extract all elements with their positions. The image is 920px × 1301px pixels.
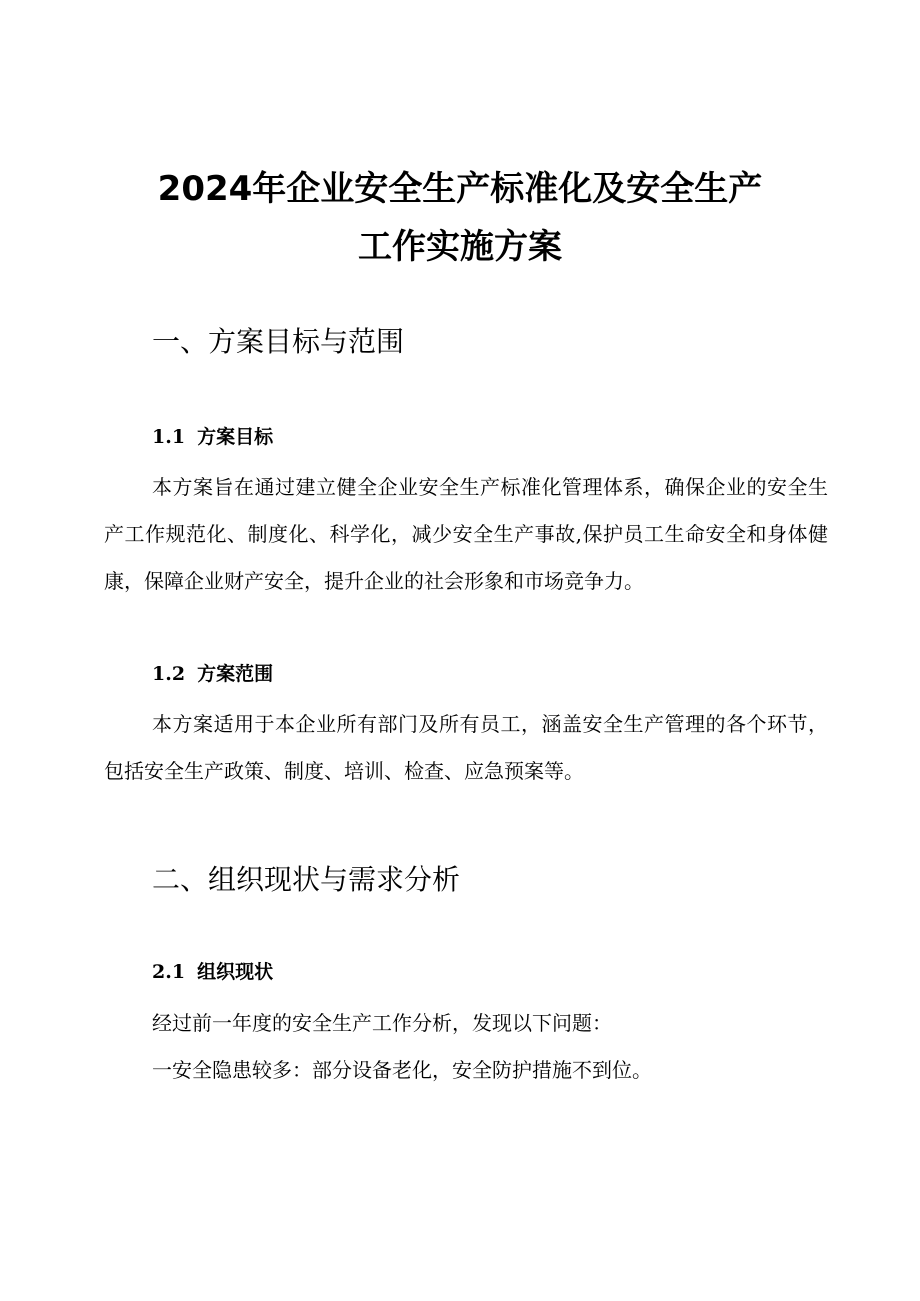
- subsection-heading-1-2: [152, 660, 273, 688]
- document-title-line-2: 工作实施方案: [358, 227, 562, 267]
- section-heading-1: 一、方案目标与范围: [152, 325, 405, 358]
- subsection-title: 方案目标: [197, 426, 274, 448]
- section-heading-2: 二、组织现状与需求分析: [152, 863, 461, 896]
- paragraph-1-2: 本方案适用于本企业所有部门及所有员工，涵盖安全生产管理的各个环节，包括安全生产政策、制度、培训、检查、应急预案等。: [104, 712, 828, 783]
- subsection-title: 组织现状: [197, 961, 274, 983]
- subsection-heading-1-1: [152, 423, 273, 451]
- subsection-number: 1.1: [152, 426, 186, 448]
- paragraph-2-1-b: 一安全隐患较多：部分设备老化，安全防护措施不到位。: [152, 1058, 652, 1082]
- subsection-title: 方案范围: [197, 663, 274, 685]
- subsection-heading-2-1: [152, 958, 273, 986]
- subsection-number: 1.2: [152, 663, 186, 685]
- document-title: [120, 160, 800, 276]
- document-title-line-1: 2024年企业安全生产标准化及安全生产: [157, 169, 763, 209]
- paragraph-1-1: 本方案旨在通过建立健全企业安全生产标准化管理体系，确保企业的安全生产工作规范化、制度化、科学化，减少安全生产事故,保护员工生命安全和身体健康，保障企业财产安全，提升企业的社会形象和市场竞争力。: [104, 475, 828, 593]
- subsection-number: 2.1: [152, 961, 186, 983]
- paragraph-2-1-a: 经过前一年度的安全生产工作分析，发现以下问题：: [152, 1011, 612, 1035]
